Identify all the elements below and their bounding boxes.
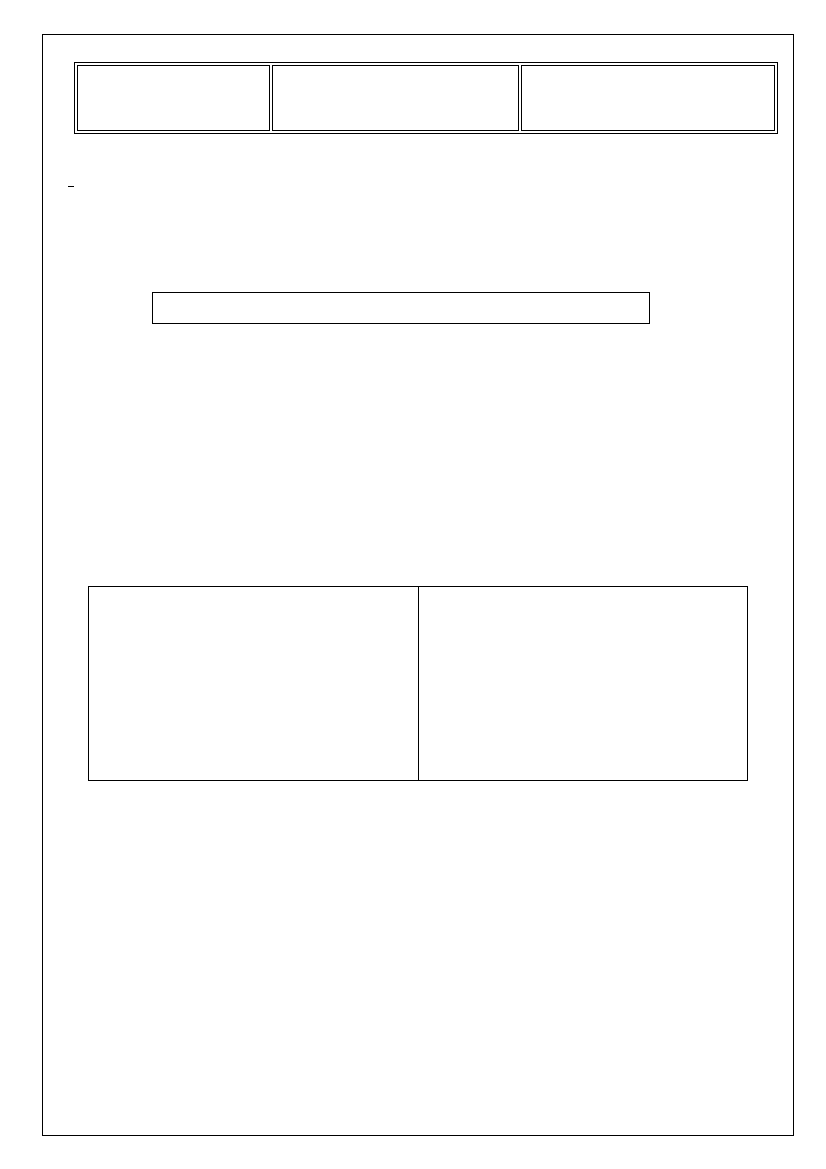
page-border [42, 34, 794, 1136]
answer-grid [155, 796, 681, 858]
column-b [419, 587, 747, 780]
test-info-cell [272, 65, 519, 131]
school-info-cell [521, 65, 775, 131]
student-info-cell [77, 65, 270, 131]
word-box [152, 292, 650, 324]
section-title [68, 180, 74, 187]
header-table [74, 62, 778, 134]
column-a [89, 587, 419, 780]
match-table [88, 586, 748, 781]
